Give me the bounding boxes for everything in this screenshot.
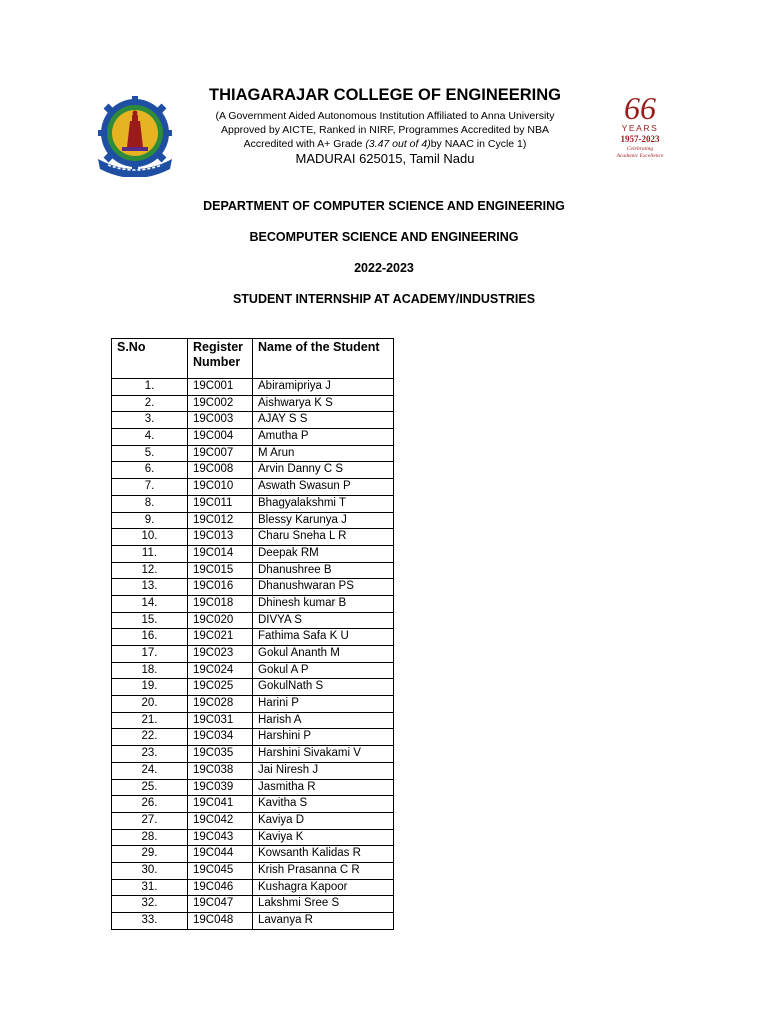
anniversary-range: 1957-2023 bbox=[620, 134, 660, 144]
cell-sno: 1. bbox=[112, 379, 188, 396]
cell-sno: 24. bbox=[112, 762, 188, 779]
cell-student-name: Blessy Karunya J bbox=[253, 512, 394, 529]
cell-sno: 20. bbox=[112, 696, 188, 713]
approval-line: Approved by AICTE, Ranked in NIRF, Programmes Accredited by NBA bbox=[221, 124, 549, 136]
table-row bbox=[112, 495, 394, 512]
cell-register-number: 19C004 bbox=[188, 429, 253, 446]
accreditation-line bbox=[190, 137, 580, 151]
table-row bbox=[112, 879, 394, 896]
cell-student-name: Bhagyalakshmi T bbox=[253, 495, 394, 512]
header-number: Number bbox=[193, 355, 241, 369]
cell-register-number: 19C012 bbox=[188, 512, 253, 529]
table-row bbox=[112, 445, 394, 462]
cell-student-name: Amutha P bbox=[253, 429, 394, 446]
cell-sno: 30. bbox=[112, 862, 188, 879]
cell-sno: 16. bbox=[112, 629, 188, 646]
cell-sno: 15. bbox=[112, 612, 188, 629]
cell-student-name: Aswath Swasun P bbox=[253, 479, 394, 496]
table-row bbox=[112, 562, 394, 579]
anniversary-logo-icon bbox=[604, 92, 676, 162]
cell-register-number: 19C048 bbox=[188, 913, 253, 930]
cell-student-name: Kaviya D bbox=[253, 812, 394, 829]
cell-register-number: 19C002 bbox=[188, 395, 253, 412]
cell-student-name: Harshini Sivakami V bbox=[253, 746, 394, 763]
table-row bbox=[112, 595, 394, 612]
cell-sno: 3. bbox=[112, 412, 188, 429]
cell-sno: 25. bbox=[112, 779, 188, 796]
college-emblem-icon bbox=[94, 95, 176, 177]
cell-sno: 22. bbox=[112, 729, 188, 746]
header-student-name: Name of the Student bbox=[253, 339, 394, 379]
department-heading: DEPARTMENT OF COMPUTER SCIENCE AND ENGINEERING bbox=[203, 199, 565, 213]
college-header bbox=[190, 86, 580, 167]
cell-sno: 5. bbox=[112, 445, 188, 462]
anniversary-years: YEARS bbox=[621, 123, 659, 133]
cell-student-name: Lakshmi Sree S bbox=[253, 896, 394, 913]
cell-student-name: Kavitha S bbox=[253, 796, 394, 813]
header-sno: S.No bbox=[112, 339, 188, 379]
cell-sno: 10. bbox=[112, 529, 188, 546]
cell-sno: 19. bbox=[112, 679, 188, 696]
cell-sno: 8. bbox=[112, 495, 188, 512]
header-register: Register bbox=[193, 340, 244, 354]
cell-register-number: 19C007 bbox=[188, 445, 253, 462]
college-name: THIAGARAJAR COLLEGE OF ENGINEERING bbox=[208, 86, 562, 104]
table-row bbox=[112, 379, 394, 396]
cell-student-name: Jasmitha R bbox=[253, 779, 394, 796]
table-row bbox=[112, 429, 394, 446]
table-row bbox=[112, 646, 394, 663]
cell-student-name: Lavanya R bbox=[253, 913, 394, 930]
table-row bbox=[112, 862, 394, 879]
cell-register-number: 19C039 bbox=[188, 779, 253, 796]
cell-register-number: 19C041 bbox=[188, 796, 253, 813]
cell-register-number: 19C024 bbox=[188, 662, 253, 679]
document-title: STUDENT INTERNSHIP AT ACADEMY/INDUSTRIES bbox=[232, 292, 536, 306]
cell-sno: 31. bbox=[112, 879, 188, 896]
cell-sno: 6. bbox=[112, 462, 188, 479]
table-row bbox=[112, 796, 394, 813]
cell-register-number: 19C008 bbox=[188, 462, 253, 479]
table-row bbox=[112, 679, 394, 696]
cell-register-number: 19C045 bbox=[188, 862, 253, 879]
table-row bbox=[112, 395, 394, 412]
table-row bbox=[112, 412, 394, 429]
cell-student-name: Gokul Ananth M bbox=[253, 646, 394, 663]
cell-register-number: 19C020 bbox=[188, 612, 253, 629]
cell-sno: 26. bbox=[112, 796, 188, 813]
table-row bbox=[112, 746, 394, 763]
cell-student-name: Jai Niresh J bbox=[253, 762, 394, 779]
cell-student-name: M Arun bbox=[253, 445, 394, 462]
table-row bbox=[112, 829, 394, 846]
cell-sno: 7. bbox=[112, 479, 188, 496]
accreditation-pre: Accredited with A+ Grade bbox=[243, 138, 366, 150]
cell-register-number: 19C023 bbox=[188, 646, 253, 663]
table-row bbox=[112, 712, 394, 729]
cell-sno: 12. bbox=[112, 562, 188, 579]
cell-student-name: Aishwarya K S bbox=[253, 395, 394, 412]
cell-student-name: Charu Sneha L R bbox=[253, 529, 394, 546]
cell-sno: 27. bbox=[112, 812, 188, 829]
table-row bbox=[112, 762, 394, 779]
anniversary-tagline-1: Celebrating bbox=[626, 146, 654, 152]
cell-register-number: 19C047 bbox=[188, 896, 253, 913]
table-row bbox=[112, 579, 394, 596]
cell-register-number: 19C003 bbox=[188, 412, 253, 429]
cell-sno: 9. bbox=[112, 512, 188, 529]
cell-register-number: 19C043 bbox=[188, 829, 253, 846]
cell-register-number: 19C031 bbox=[188, 712, 253, 729]
cell-sno: 28. bbox=[112, 829, 188, 846]
cell-student-name: Deepak RM bbox=[253, 545, 394, 562]
table-row bbox=[112, 896, 394, 913]
table-row bbox=[112, 913, 394, 930]
cell-sno: 29. bbox=[112, 846, 188, 863]
cell-student-name: Krish Prasanna C R bbox=[253, 862, 394, 879]
cell-student-name: Fathima Safa K U bbox=[253, 629, 394, 646]
cell-student-name: Dhinesh kumar B bbox=[253, 595, 394, 612]
table-row bbox=[112, 479, 394, 496]
table-row bbox=[112, 612, 394, 629]
anniversary-tagline-2: Academic Excellence bbox=[616, 153, 664, 159]
cell-student-name: Gokul A P bbox=[253, 662, 394, 679]
cell-sno: 4. bbox=[112, 429, 188, 446]
cell-sno: 2. bbox=[112, 395, 188, 412]
table-row bbox=[112, 812, 394, 829]
header-register-number bbox=[188, 339, 253, 379]
table-header-row bbox=[112, 339, 394, 379]
table-row bbox=[112, 545, 394, 562]
table-row bbox=[112, 779, 394, 796]
cell-sno: 13. bbox=[112, 579, 188, 596]
cell-sno: 33. bbox=[112, 913, 188, 930]
academic-year-heading: 2022-2023 bbox=[354, 261, 414, 275]
cell-register-number: 19C010 bbox=[188, 479, 253, 496]
cell-student-name: Harshini P bbox=[253, 729, 394, 746]
table-row bbox=[112, 529, 394, 546]
cell-student-name: Abiramipriya J bbox=[253, 379, 394, 396]
college-address: MADURAI 625015, Tamil Nadu bbox=[295, 151, 475, 166]
cell-student-name: Dhanushwaran PS bbox=[253, 579, 394, 596]
cell-student-name: AJAY S S bbox=[253, 412, 394, 429]
programme-heading: BECOMPUTER SCIENCE AND ENGINEERING bbox=[249, 230, 519, 244]
cell-sno: 17. bbox=[112, 646, 188, 663]
table-row bbox=[112, 629, 394, 646]
accreditation-score: (3.47 out of 4) bbox=[365, 138, 431, 150]
cell-student-name: Arvin Danny C S bbox=[253, 462, 394, 479]
table-row bbox=[112, 729, 394, 746]
cell-sno: 18. bbox=[112, 662, 188, 679]
cell-student-name: Dhanushree B bbox=[253, 562, 394, 579]
affiliation-line: (A Government Aided Autonomous Institution Affiliated to Anna University bbox=[215, 110, 555, 122]
cell-register-number: 19C038 bbox=[188, 762, 253, 779]
cell-register-number: 19C001 bbox=[188, 379, 253, 396]
cell-sno: 14. bbox=[112, 595, 188, 612]
table-row bbox=[112, 662, 394, 679]
cell-register-number: 19C014 bbox=[188, 545, 253, 562]
cell-register-number: 19C042 bbox=[188, 812, 253, 829]
table-row bbox=[112, 512, 394, 529]
cell-register-number: 19C011 bbox=[188, 495, 253, 512]
anniversary-number: 66 bbox=[624, 92, 656, 126]
cell-student-name: Kushagra Kapoor bbox=[253, 879, 394, 896]
cell-register-number: 19C046 bbox=[188, 879, 253, 896]
cell-student-name: Kowsanth Kalidas R bbox=[253, 846, 394, 863]
table-row bbox=[112, 462, 394, 479]
cell-sno: 11. bbox=[112, 545, 188, 562]
cell-register-number: 19C044 bbox=[188, 846, 253, 863]
cell-register-number: 19C028 bbox=[188, 696, 253, 713]
cell-register-number: 19C013 bbox=[188, 529, 253, 546]
table-row bbox=[112, 696, 394, 713]
cell-sno: 21. bbox=[112, 712, 188, 729]
table-row bbox=[112, 846, 394, 863]
accreditation-post: by NAAC in Cycle 1) bbox=[430, 138, 527, 150]
cell-student-name: Harini P bbox=[253, 696, 394, 713]
cell-student-name: DIVYA S bbox=[253, 612, 394, 629]
table-body bbox=[112, 379, 394, 930]
cell-student-name: Harish A bbox=[253, 712, 394, 729]
cell-register-number: 19C015 bbox=[188, 562, 253, 579]
cell-register-number: 19C018 bbox=[188, 595, 253, 612]
cell-register-number: 19C016 bbox=[188, 579, 253, 596]
cell-register-number: 19C035 bbox=[188, 746, 253, 763]
cell-register-number: 19C034 bbox=[188, 729, 253, 746]
cell-student-name: Kaviya K bbox=[253, 829, 394, 846]
student-table bbox=[111, 338, 394, 930]
cell-sno: 23. bbox=[112, 746, 188, 763]
cell-sno: 32. bbox=[112, 896, 188, 913]
cell-student-name: GokulNath S bbox=[253, 679, 394, 696]
cell-register-number: 19C021 bbox=[188, 629, 253, 646]
cell-register-number: 19C025 bbox=[188, 679, 253, 696]
